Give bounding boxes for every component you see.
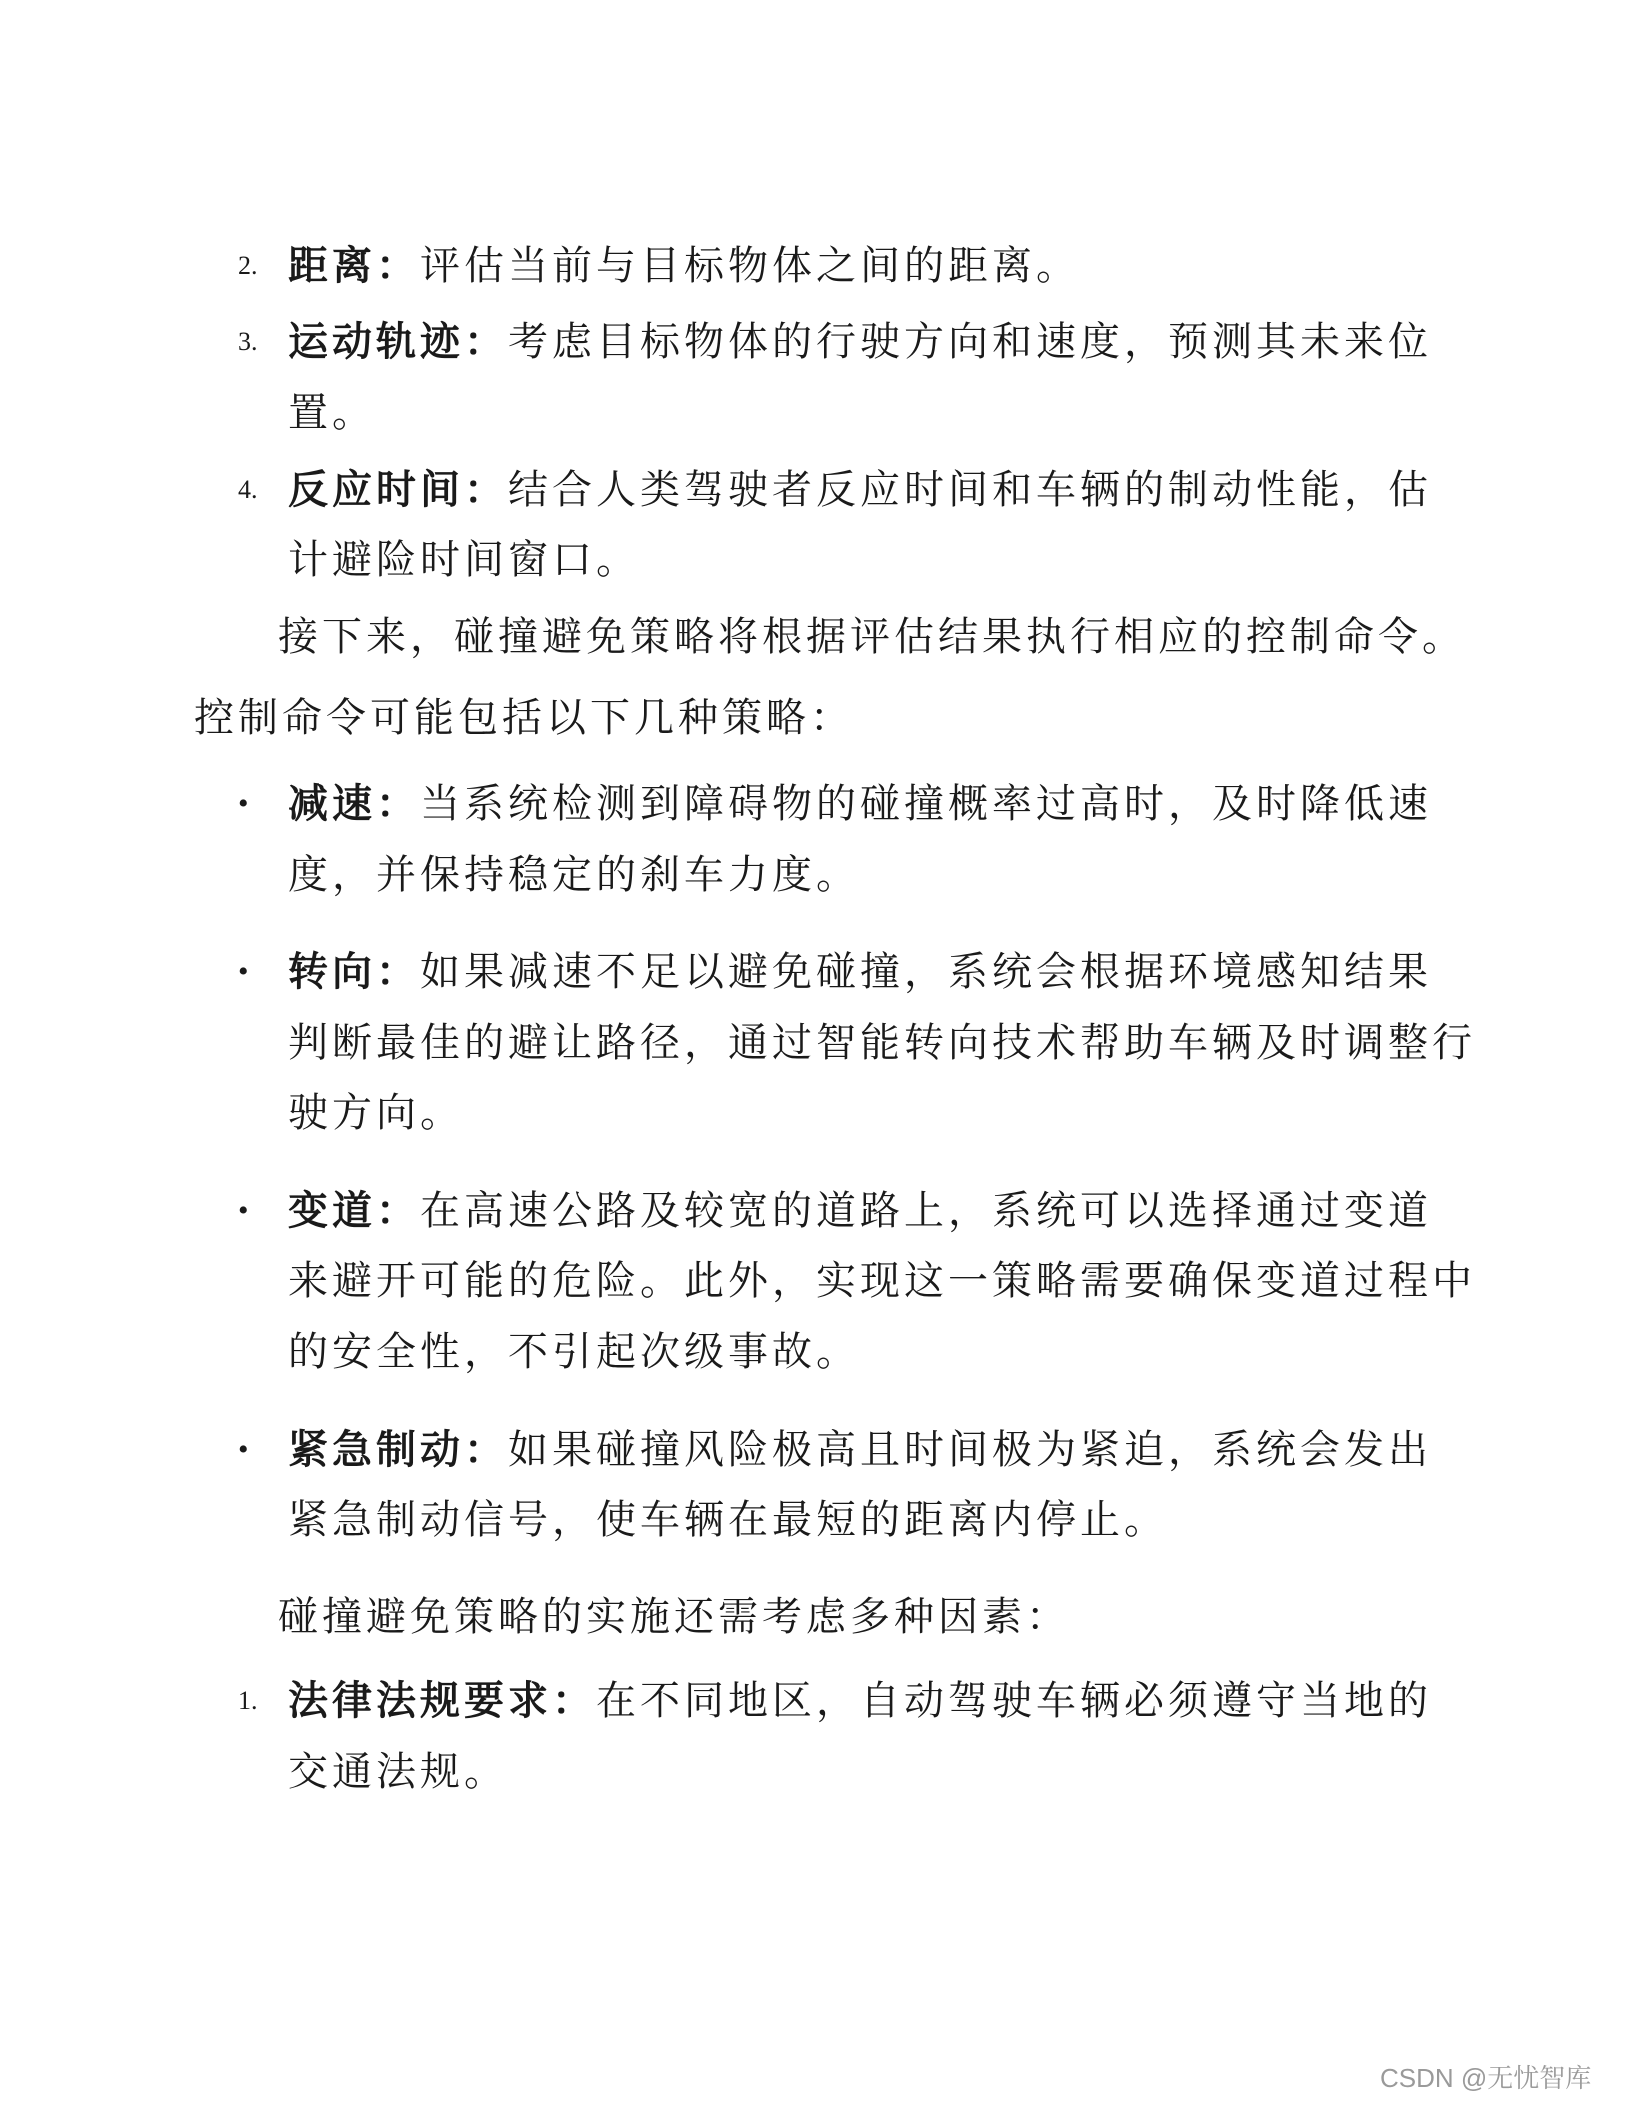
list-item-line	[288, 318, 1432, 366]
list-item-text: 评估当前与目标物体之间的距离。	[420, 243, 1080, 289]
list-item-line	[288, 780, 1432, 828]
list-item-line	[288, 1677, 1432, 1725]
list-item-line: 驶方向。	[288, 1090, 464, 1136]
list-item-line: 紧急制动信号，使车辆在最短的距离内停止。	[288, 1497, 1168, 1543]
paragraph-line: 控制命令可能包括以下几种策略：	[194, 695, 854, 741]
watermark: CSDN @无忧智库	[1380, 2063, 1592, 2093]
list-item-line: 计避险时间窗口。	[288, 537, 640, 583]
list-item-line: 来避开可能的危险。此外，实现这一策略需要确保变道过程中	[288, 1258, 1476, 1304]
bullet-icon: •	[238, 955, 249, 988]
list-number: 2.	[238, 251, 258, 280]
list-item-term: 减速：	[288, 780, 420, 827]
list-item-term: 运动轨迹：	[288, 318, 508, 365]
list-item-term: 法律法规要求：	[288, 1677, 596, 1724]
list-item-text: 在高速公路及较宽的道路上，系统可以选择通过变道	[420, 1188, 1432, 1234]
list-number: 3.	[238, 327, 258, 356]
list-item-line	[288, 242, 1080, 290]
list-number: 1.	[238, 1686, 258, 1715]
list-item-line	[288, 1426, 1432, 1474]
list-item-line: 判断最佳的避让路径，通过智能转向技术帮助车辆及时调整行	[288, 1020, 1476, 1066]
list-item-text: 如果碰撞风险极高且时间极为紧迫，系统会发出	[508, 1427, 1432, 1473]
list-item-text: 在不同地区，自动驾驶车辆必须遵守当地的	[596, 1678, 1432, 1724]
list-number: 4.	[238, 475, 258, 504]
list-item-text: 考虑目标物体的行驶方向和速度，预测其未来位	[508, 319, 1432, 365]
list-item-line	[288, 1187, 1432, 1235]
list-item-term: 转向：	[288, 948, 420, 995]
paragraph-line: 接下来，碰撞避免策略将根据评估结果执行相应的控制命令。	[278, 614, 1466, 660]
list-item-line: 交通法规。	[288, 1749, 508, 1795]
list-item-text: 结合人类驾驶者反应时间和车辆的制动性能，估	[508, 467, 1432, 513]
list-item-line	[288, 466, 1432, 514]
paragraph-line: 碰撞避免策略的实施还需考虑多种因素：	[278, 1594, 1070, 1640]
list-item-line: 置。	[288, 390, 376, 436]
list-item-term: 距离：	[288, 242, 420, 289]
bullet-icon: •	[238, 787, 249, 820]
list-item-term: 反应时间：	[288, 466, 508, 513]
list-item-text: 当系统检测到障碍物的碰撞概率过高时，及时降低速	[420, 781, 1432, 827]
list-item-term: 紧急制动：	[288, 1426, 508, 1473]
list-item-line: 度，并保持稳定的刹车力度。	[288, 852, 860, 898]
bullet-icon: •	[238, 1433, 249, 1466]
bullet-icon: •	[238, 1194, 249, 1227]
list-item-term: 变道：	[288, 1187, 420, 1234]
list-item-line	[288, 948, 1432, 996]
list-item-line: 的安全性，不引起次级事故。	[288, 1329, 860, 1375]
list-item-text: 如果减速不足以避免碰撞，系统会根据环境感知结果	[420, 949, 1432, 995]
